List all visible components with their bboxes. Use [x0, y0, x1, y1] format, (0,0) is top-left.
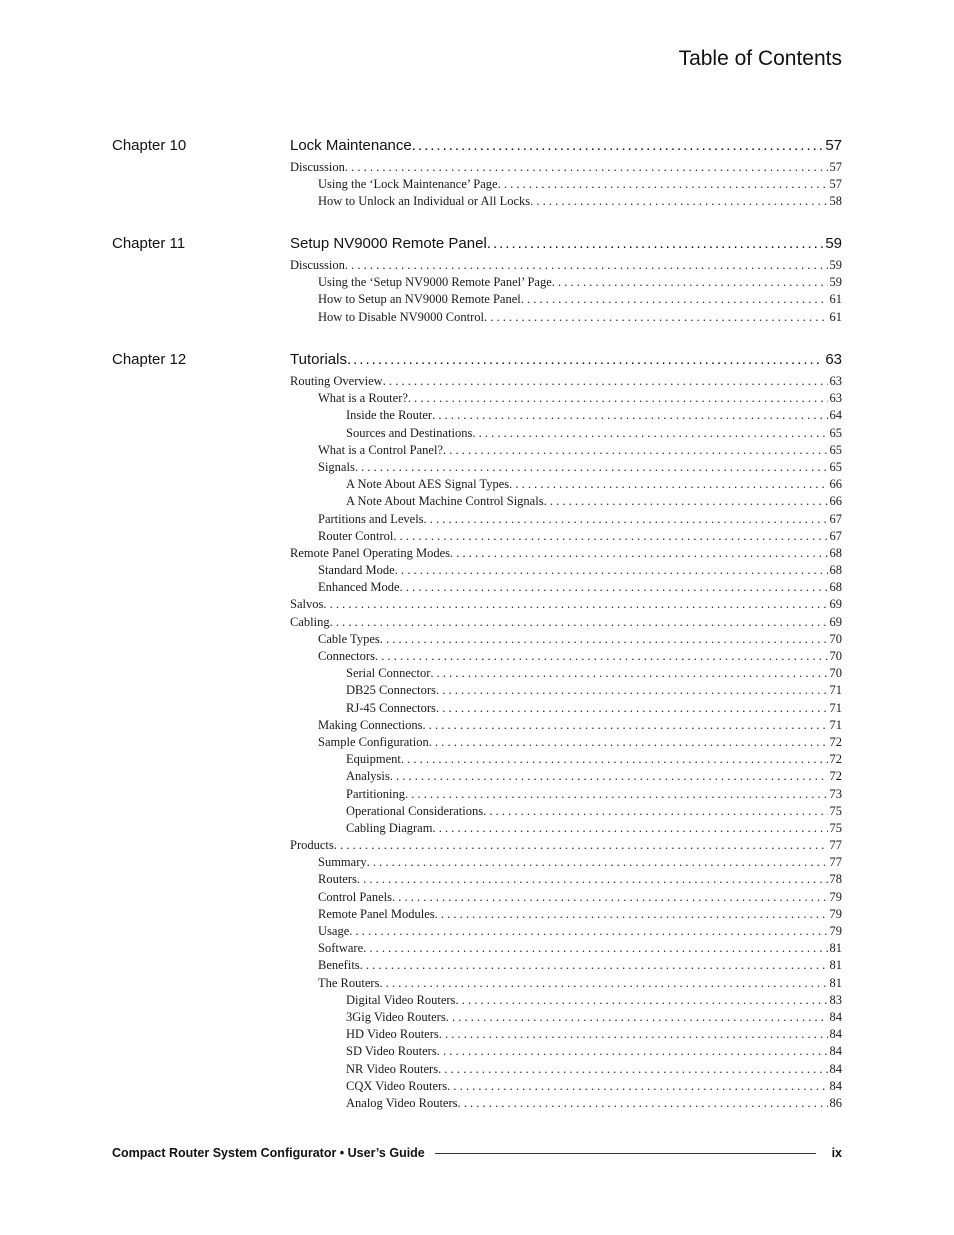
- chapter-title: Tutorials: [290, 351, 347, 368]
- toc-entry-page-number: 79: [829, 889, 842, 904]
- footer-rule: [435, 1153, 816, 1154]
- toc-entry-page-number: 63: [829, 374, 842, 388]
- toc-entry-page-number: 65: [829, 442, 842, 457]
- toc-entry-title: Connectors: [318, 649, 375, 663]
- toc-entry-page-number: 84: [829, 1044, 842, 1059]
- toc-entry-title: Remote Panel Operating Modes: [290, 545, 451, 560]
- toc-entry-title: Products: [290, 838, 334, 853]
- toc-entry-list: [290, 160, 842, 212]
- toc-entry-title: Equipment: [346, 752, 401, 767]
- dot-leader: [446, 1010, 828, 1025]
- toc-entry-page-number: 66: [829, 494, 842, 509]
- dot-leader: [401, 752, 828, 767]
- dot-leader: [323, 597, 827, 612]
- chapter-page-number: 59: [825, 235, 842, 252]
- toc-entry-link[interactable]: [290, 787, 842, 804]
- page-title: Table of Contents: [678, 47, 842, 70]
- toc-entry-title: Enhanced Mode: [318, 580, 400, 595]
- dot-leader: [521, 292, 828, 307]
- toc-entry-link[interactable]: [290, 718, 842, 735]
- toc-entry-link[interactable]: [290, 907, 842, 924]
- dot-leader: [390, 769, 828, 784]
- dot-leader: [363, 941, 827, 956]
- toc-entry-page-number: 65: [829, 459, 842, 474]
- dot-leader: [552, 275, 828, 290]
- toc-entry-title: A Note About Machine Control Signals: [346, 494, 544, 509]
- toc-entry-title: What is a Router?: [318, 391, 408, 406]
- dot-leader: [345, 160, 828, 175]
- dot-leader: [412, 137, 824, 154]
- toc-entry-title: Routing Overview: [290, 374, 383, 388]
- toc-entry-page-number: 84: [829, 1061, 842, 1076]
- dot-leader: [436, 701, 828, 716]
- toc-entry-page-number: 70: [829, 666, 842, 681]
- toc-entry-page-number: 68: [829, 563, 842, 578]
- toc-entry-title: Digital Video Routers: [346, 992, 456, 1007]
- toc-entry-title: Serial Connector: [346, 666, 431, 681]
- toc-entry-page-number: 84: [829, 1009, 842, 1024]
- dot-leader: [509, 477, 827, 492]
- toc-entry-page-number: 81: [829, 958, 842, 973]
- toc-entry-page-number: 81: [829, 975, 842, 990]
- dot-leader: [443, 443, 828, 458]
- toc-entry-list: [290, 374, 842, 1113]
- toc-entry-link[interactable]: [290, 580, 842, 597]
- toc-entry-title: Software: [318, 941, 364, 956]
- toc-entry-link[interactable]: [290, 160, 842, 177]
- toc-entry-title: The Routers: [318, 975, 380, 990]
- toc-entry-title: Sample Configuration: [318, 734, 429, 749]
- dot-leader: [345, 258, 828, 273]
- dot-leader: [530, 194, 827, 209]
- toc-entry-link[interactable]: [290, 258, 842, 275]
- dot-leader: [430, 666, 827, 681]
- toc-entry-title: Making Connections: [318, 717, 423, 732]
- toc-entry-page-number: 79: [829, 906, 842, 921]
- footer-doc-title: Compact Router System Configurator • User’s Guide: [112, 1146, 425, 1160]
- dot-leader: [408, 391, 828, 406]
- dot-leader: [432, 821, 827, 836]
- dot-leader: [450, 546, 827, 561]
- toc-entry-link[interactable]: [290, 615, 842, 632]
- dot-leader: [423, 718, 828, 733]
- toc-entry-link[interactable]: [290, 177, 842, 194]
- toc-entry-link[interactable]: [290, 529, 842, 546]
- toc-entry-page-number: 59: [829, 258, 842, 272]
- toc-entry-page-number: 73: [829, 786, 842, 801]
- toc-entry-title: Analysis: [346, 769, 390, 784]
- toc-entry-link[interactable]: [290, 1044, 842, 1061]
- toc-entry-title: Operational Considerations: [346, 803, 484, 818]
- toc-entry-page-number: 68: [829, 545, 842, 560]
- chapter-title: Setup NV9000 Remote Panel: [290, 235, 487, 252]
- toc-entry-title: DB25 Connectors: [346, 683, 436, 698]
- toc-entry-page-number: 61: [829, 309, 842, 324]
- dot-leader: [472, 426, 827, 441]
- toc-entry-link[interactable]: [290, 976, 842, 993]
- toc-entry-title: Inside the Router: [346, 408, 433, 423]
- toc-entry-link[interactable]: [290, 769, 842, 786]
- dot-leader: [484, 310, 828, 325]
- toc-entry-title: Analog Video Routers: [346, 1095, 458, 1110]
- toc-entry-title: How to Setup an NV9000 Remote Panel: [318, 292, 521, 307]
- toc-entry-title: Summary: [318, 855, 367, 870]
- dot-leader: [379, 976, 827, 991]
- toc-entry-link[interactable]: [290, 374, 842, 391]
- toc-entry-link[interactable]: [290, 941, 842, 958]
- toc-entry-link[interactable]: [290, 632, 842, 649]
- dot-leader: [429, 735, 828, 750]
- dot-leader: [360, 958, 828, 973]
- toc-entry-title: CQX Video Routers: [346, 1078, 448, 1093]
- footer-page-number: ix: [831, 1146, 842, 1160]
- dot-leader: [357, 872, 828, 887]
- toc-entry-page-number: 67: [829, 528, 842, 543]
- toc-entry-title: Routers: [318, 872, 357, 887]
- toc-entry-link[interactable]: [290, 1027, 842, 1044]
- toc-entry-page-number: 78: [829, 872, 842, 887]
- toc-entry-link[interactable]: [290, 292, 842, 309]
- toc-entry-title: RJ-45 Connectors: [346, 700, 436, 715]
- toc-entry-title: Standard Mode: [318, 563, 395, 578]
- dot-leader: [437, 1044, 828, 1059]
- toc-entry-link[interactable]: [290, 597, 842, 614]
- toc-entry-title: Cable Types: [318, 631, 380, 646]
- dot-leader: [349, 924, 827, 939]
- toc-entry-page-number: 75: [829, 803, 842, 818]
- dot-leader: [405, 787, 827, 802]
- toc-entry-page-number: 84: [829, 1027, 842, 1042]
- toc-entry-page-number: 75: [829, 820, 842, 835]
- toc-entry-link[interactable]: [290, 872, 842, 889]
- toc-entry-page-number: 79: [829, 924, 842, 938]
- chapter-title: Lock Maintenance: [290, 137, 412, 154]
- toc-entry-page-number: 70: [829, 649, 842, 663]
- dot-leader: [439, 1027, 828, 1042]
- dot-leader: [435, 907, 828, 922]
- toc-entry-title: Cabling: [290, 614, 330, 629]
- toc-entry-page-number: 61: [829, 292, 842, 307]
- toc-entry-title: Partitions and Levels: [318, 511, 424, 526]
- toc-entry-link[interactable]: [290, 735, 842, 752]
- toc-entry-link[interactable]: [290, 408, 842, 425]
- toc-entry-title: SD Video Routers: [346, 1044, 437, 1059]
- dot-leader: [424, 512, 828, 527]
- toc-entry-link[interactable]: [290, 666, 842, 683]
- toc-entry-link[interactable]: [290, 494, 842, 511]
- toc-entry-page-number: 63: [829, 391, 842, 406]
- toc-entry-link[interactable]: [290, 426, 842, 443]
- dot-leader: [400, 580, 828, 595]
- toc-entry-title: How to Unlock an Individual or All Locks: [318, 194, 531, 209]
- toc-entry-page-number: 69: [829, 597, 842, 612]
- toc-entry-title: Discussion: [290, 160, 345, 174]
- toc-entry-title: Router Control: [318, 528, 394, 543]
- dot-leader: [393, 529, 827, 544]
- toc-entry-page-number: 71: [829, 683, 842, 698]
- chapter-label: Chapter 10: [112, 137, 187, 154]
- toc-entry-page-number: 72: [829, 769, 842, 784]
- toc-entry-link[interactable]: [290, 752, 842, 769]
- chapter-page-number: 63: [825, 351, 842, 368]
- dot-leader: [367, 855, 828, 870]
- dot-leader: [447, 1079, 827, 1094]
- toc-entry-link[interactable]: [290, 512, 842, 529]
- toc-entry-link[interactable]: [290, 683, 842, 700]
- dot-leader: [487, 235, 824, 252]
- toc-entry-link[interactable]: [290, 310, 842, 327]
- dot-leader: [330, 615, 828, 630]
- toc-entry-page-number: 68: [829, 580, 842, 595]
- toc-entry-list: [290, 258, 842, 327]
- chapter-heading-link[interactable]: [290, 235, 842, 252]
- toc-entry-page-number: 65: [829, 425, 842, 440]
- toc-entry-link[interactable]: [290, 1079, 842, 1096]
- dot-leader: [455, 993, 827, 1008]
- chapter-label: Chapter 12: [112, 351, 187, 368]
- toc-entry-page-number: 66: [829, 477, 842, 492]
- toc-entry-title: Sources and Destinations: [346, 425, 473, 440]
- toc-entry-link[interactable]: [290, 391, 842, 408]
- toc-entry-link[interactable]: [290, 194, 842, 211]
- dot-leader: [380, 632, 828, 647]
- toc-entry-link[interactable]: [290, 958, 842, 975]
- toc-entry-title: Remote Panel Modules: [318, 906, 435, 921]
- dot-leader: [432, 408, 827, 423]
- toc-entry-link[interactable]: [290, 804, 842, 821]
- toc-entry-page-number: 70: [829, 631, 842, 646]
- toc-entry-link[interactable]: [290, 460, 842, 477]
- toc-entry-title: Using the ‘Setup NV9000 Remote Panel’ Page: [318, 275, 552, 290]
- dot-leader: [436, 683, 828, 698]
- toc-entry-page-number: 64: [829, 408, 842, 423]
- toc-entry-link[interactable]: [290, 275, 842, 292]
- toc-entry-page-number: 77: [829, 838, 842, 853]
- toc-entry-link[interactable]: [290, 838, 842, 855]
- toc-entry-page-number: 58: [829, 194, 842, 209]
- toc-entry-page-number: 71: [829, 700, 842, 715]
- dot-leader: [458, 1096, 828, 1111]
- dot-leader: [498, 177, 828, 192]
- toc-entry-link[interactable]: [290, 477, 842, 494]
- toc-entry-title: NR Video Routers: [346, 1061, 439, 1076]
- toc-entry-link[interactable]: [290, 701, 842, 718]
- page-footer: [112, 1146, 842, 1160]
- toc-entry-title: Discussion: [290, 258, 345, 272]
- dot-leader: [334, 838, 828, 853]
- toc-entry-page-number: 72: [829, 752, 842, 767]
- toc-entry-title: A Note About AES Signal Types: [346, 477, 510, 492]
- toc-entry-link[interactable]: [290, 563, 842, 580]
- chapter-heading-link[interactable]: [290, 351, 842, 368]
- dot-leader: [347, 351, 823, 368]
- toc-entry-link[interactable]: [290, 546, 842, 563]
- toc-entry-title: Salvos: [290, 597, 324, 612]
- toc-entry-title: How to Disable NV9000 Control: [318, 309, 484, 324]
- toc-entry-page-number: 59: [829, 275, 842, 290]
- toc-entry-title: Benefits: [318, 958, 360, 973]
- dot-leader: [395, 563, 828, 578]
- chapter-label: Chapter 11: [112, 235, 186, 252]
- toc-entry-link[interactable]: [290, 1062, 842, 1079]
- toc-entry-title: Usage: [318, 924, 350, 938]
- toc-entry-title: Partitioning: [346, 786, 406, 801]
- toc-entry-page-number: 77: [829, 855, 842, 870]
- toc-entry-page-number: 81: [829, 941, 842, 956]
- dot-leader: [383, 374, 828, 389]
- toc-entry-link[interactable]: [290, 649, 842, 666]
- toc-entry-link[interactable]: [290, 924, 842, 941]
- toc-entry-link[interactable]: [290, 890, 842, 907]
- toc-entry-page-number: 83: [829, 992, 842, 1007]
- dot-leader: [355, 460, 828, 475]
- toc-entry-page-number: 69: [829, 614, 842, 629]
- toc-entry-link[interactable]: [290, 443, 842, 460]
- toc-entry-link[interactable]: [290, 821, 842, 838]
- toc-entry-title: Control Panels: [318, 889, 392, 904]
- dot-leader: [544, 494, 828, 509]
- toc-entry-title: What is a Control Panel?: [318, 442, 443, 457]
- toc-entry-link[interactable]: [290, 1096, 842, 1113]
- dot-leader: [375, 649, 828, 664]
- toc-entry-page-number: 57: [829, 177, 842, 192]
- toc-entry-title: HD Video Routers: [346, 1027, 439, 1042]
- dot-leader: [483, 804, 827, 819]
- toc-entry-title: Signals: [318, 459, 355, 474]
- toc-entry-page-number: 72: [829, 734, 842, 749]
- toc-entry-page-number: 86: [829, 1095, 842, 1110]
- dot-leader: [392, 890, 828, 905]
- toc-entry-link[interactable]: [290, 855, 842, 872]
- toc-entry-page-number: 57: [829, 160, 842, 174]
- toc-entry-page-number: 67: [829, 511, 842, 526]
- toc-entry-link[interactable]: [290, 993, 842, 1010]
- toc-entry-link[interactable]: [290, 1010, 842, 1027]
- toc-entry-title: Using the ‘Lock Maintenance’ Page: [318, 177, 498, 192]
- dot-leader: [438, 1062, 827, 1077]
- toc-entry-page-number: 84: [829, 1078, 842, 1093]
- toc-entry-title: Cabling Diagram: [346, 820, 433, 835]
- chapter-heading-link[interactable]: [290, 137, 842, 154]
- chapter-page-number: 57: [825, 137, 842, 154]
- toc-entry-page-number: 71: [829, 717, 842, 732]
- toc-entry-title: 3Gig Video Routers: [346, 1009, 446, 1024]
